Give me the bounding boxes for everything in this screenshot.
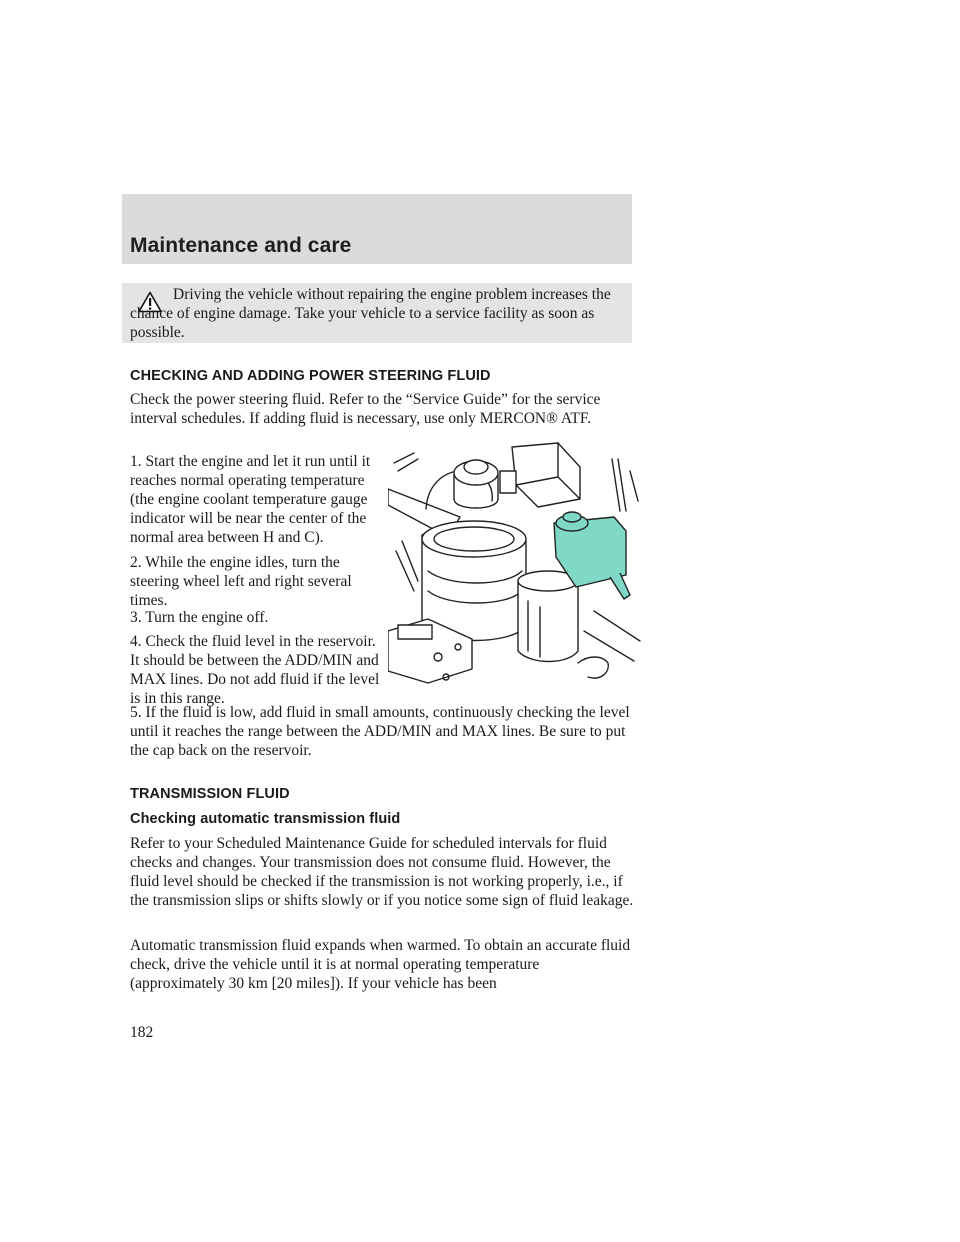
- transmission-subheading: Checking automatic transmission fluid: [130, 811, 401, 827]
- power-steering-heading: CHECKING AND ADDING POWER STEERING FLUID: [130, 368, 491, 384]
- step-5: 5. If the fluid is low, add fluid in small amounts, continuously checking the level until it reaches the range between the ADD/MIN and MAX lines. Be sure to put the cap back on the reservoir.: [130, 704, 630, 759]
- step-1: 1. Start the engine and let it run until it reaches normal operating temperature (the engine coolant temperature gauge indicator will be near the center of the normal area between H and C).: [130, 453, 371, 546]
- step-2: 2. While the engine idles, turn the steering wheel left and right several times.: [130, 554, 352, 609]
- transmission-paragraph-1: Refer to your Scheduled Maintenance Guide for scheduled intervals for fluid checks and changes. Your transmission does not consume fluid. However, the fluid level should be checked if the transmission is not working properly, i.e., if the transmission slips or shifts slowly or if you notice some sign of fluid leakage.: [130, 835, 634, 909]
- warning-text: Driving the vehicle without repairing the engine problem increases the chance of engine damage. Take your vehicle to a service facility as soon as possible.: [130, 286, 611, 341]
- transmission-paragraph-2: Automatic transmission fluid expands when warmed. To obtain an accurate fluid check, drive the vehicle until it is at normal operating temperature (approximately 30 km [20 miles]). If your vehicle has been: [130, 937, 631, 992]
- step-4: 4. Check the fluid level in the reservoir. It should be between the ADD/MIN and MAX lines. Do not add fluid if the level is in this range.: [130, 633, 380, 707]
- section-header-band: [122, 194, 632, 264]
- transmission-heading: TRANSMISSION FLUID: [130, 786, 290, 802]
- warning-box: [122, 283, 632, 343]
- engine-compartment-illustration: [388, 441, 644, 693]
- step-3: 3. Turn the engine off.: [130, 609, 269, 626]
- power-steering-intro: Check the power steering fluid. Refer to the “Service Guide” for the service interval schedules. If adding fluid is necessary, use only MERCON® ATF.: [130, 391, 601, 427]
- page-number: 182: [130, 1024, 154, 1041]
- section-title: Maintenance and care: [130, 234, 352, 257]
